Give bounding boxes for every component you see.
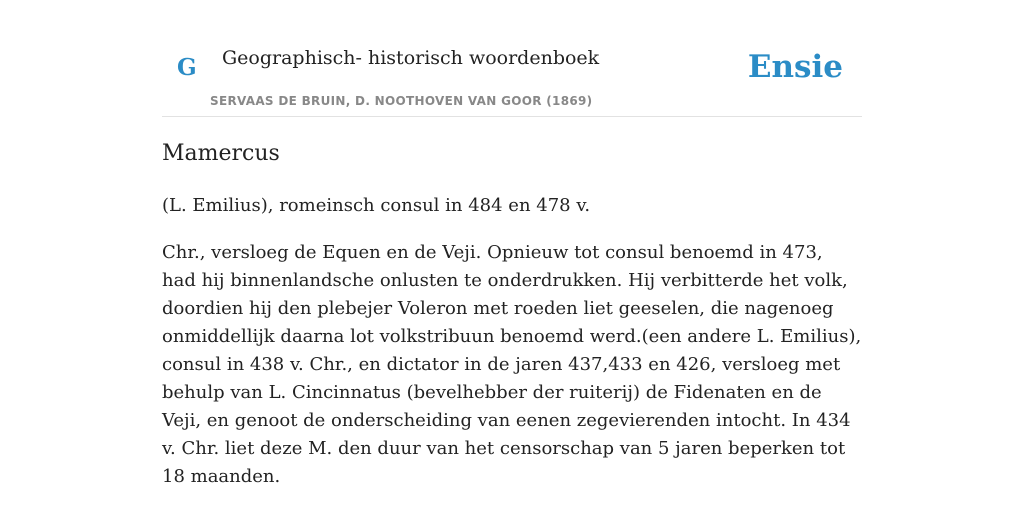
book-author: SERVAAS DE BRUIN, D. NOOTHOVEN VAN GOOR (1869) (210, 94, 593, 108)
entry-paragraph: (L. Emilius), romeinsch consul in 484 en 478 v. (162, 195, 591, 216)
ensie-logo[interactable]: Ensie (747, 49, 843, 85)
book-header (162, 0, 862, 117)
page-container (162, 0, 862, 487)
entry-title: Mamercus (162, 141, 280, 166)
book-letter-badge[interactable]: G (177, 54, 197, 81)
book-title[interactable]: Geographisch- historisch woordenboek (222, 47, 600, 69)
entry-paragraph: Chr., versloeg de Equen en de Veji. Opnieuw tot consul benoemd in 473, had hij binnenlandsche onlusten te onderdrukken. Hij verbitterde het volk, doordien hij den plebejer Voleron met roeden liet geeselen, die nagenoeg onmiddellijk daarna lot volkstribuun benoemd werd.(een andere L. Emilius), consul in 438 v. Chr., en dictator in de jaren 437,433 en 426, versloeg met behulp van L. Cincinnatus (bevelhebber der ruiterij) de Fidenaten en de Veji, en genoot de onderscheiding van eenen zegevierenden intocht. In 434 v. Chr. liet deze M. den duur van het censorschap van 5 jaren beperken tot 18 maanden. (162, 242, 862, 487)
